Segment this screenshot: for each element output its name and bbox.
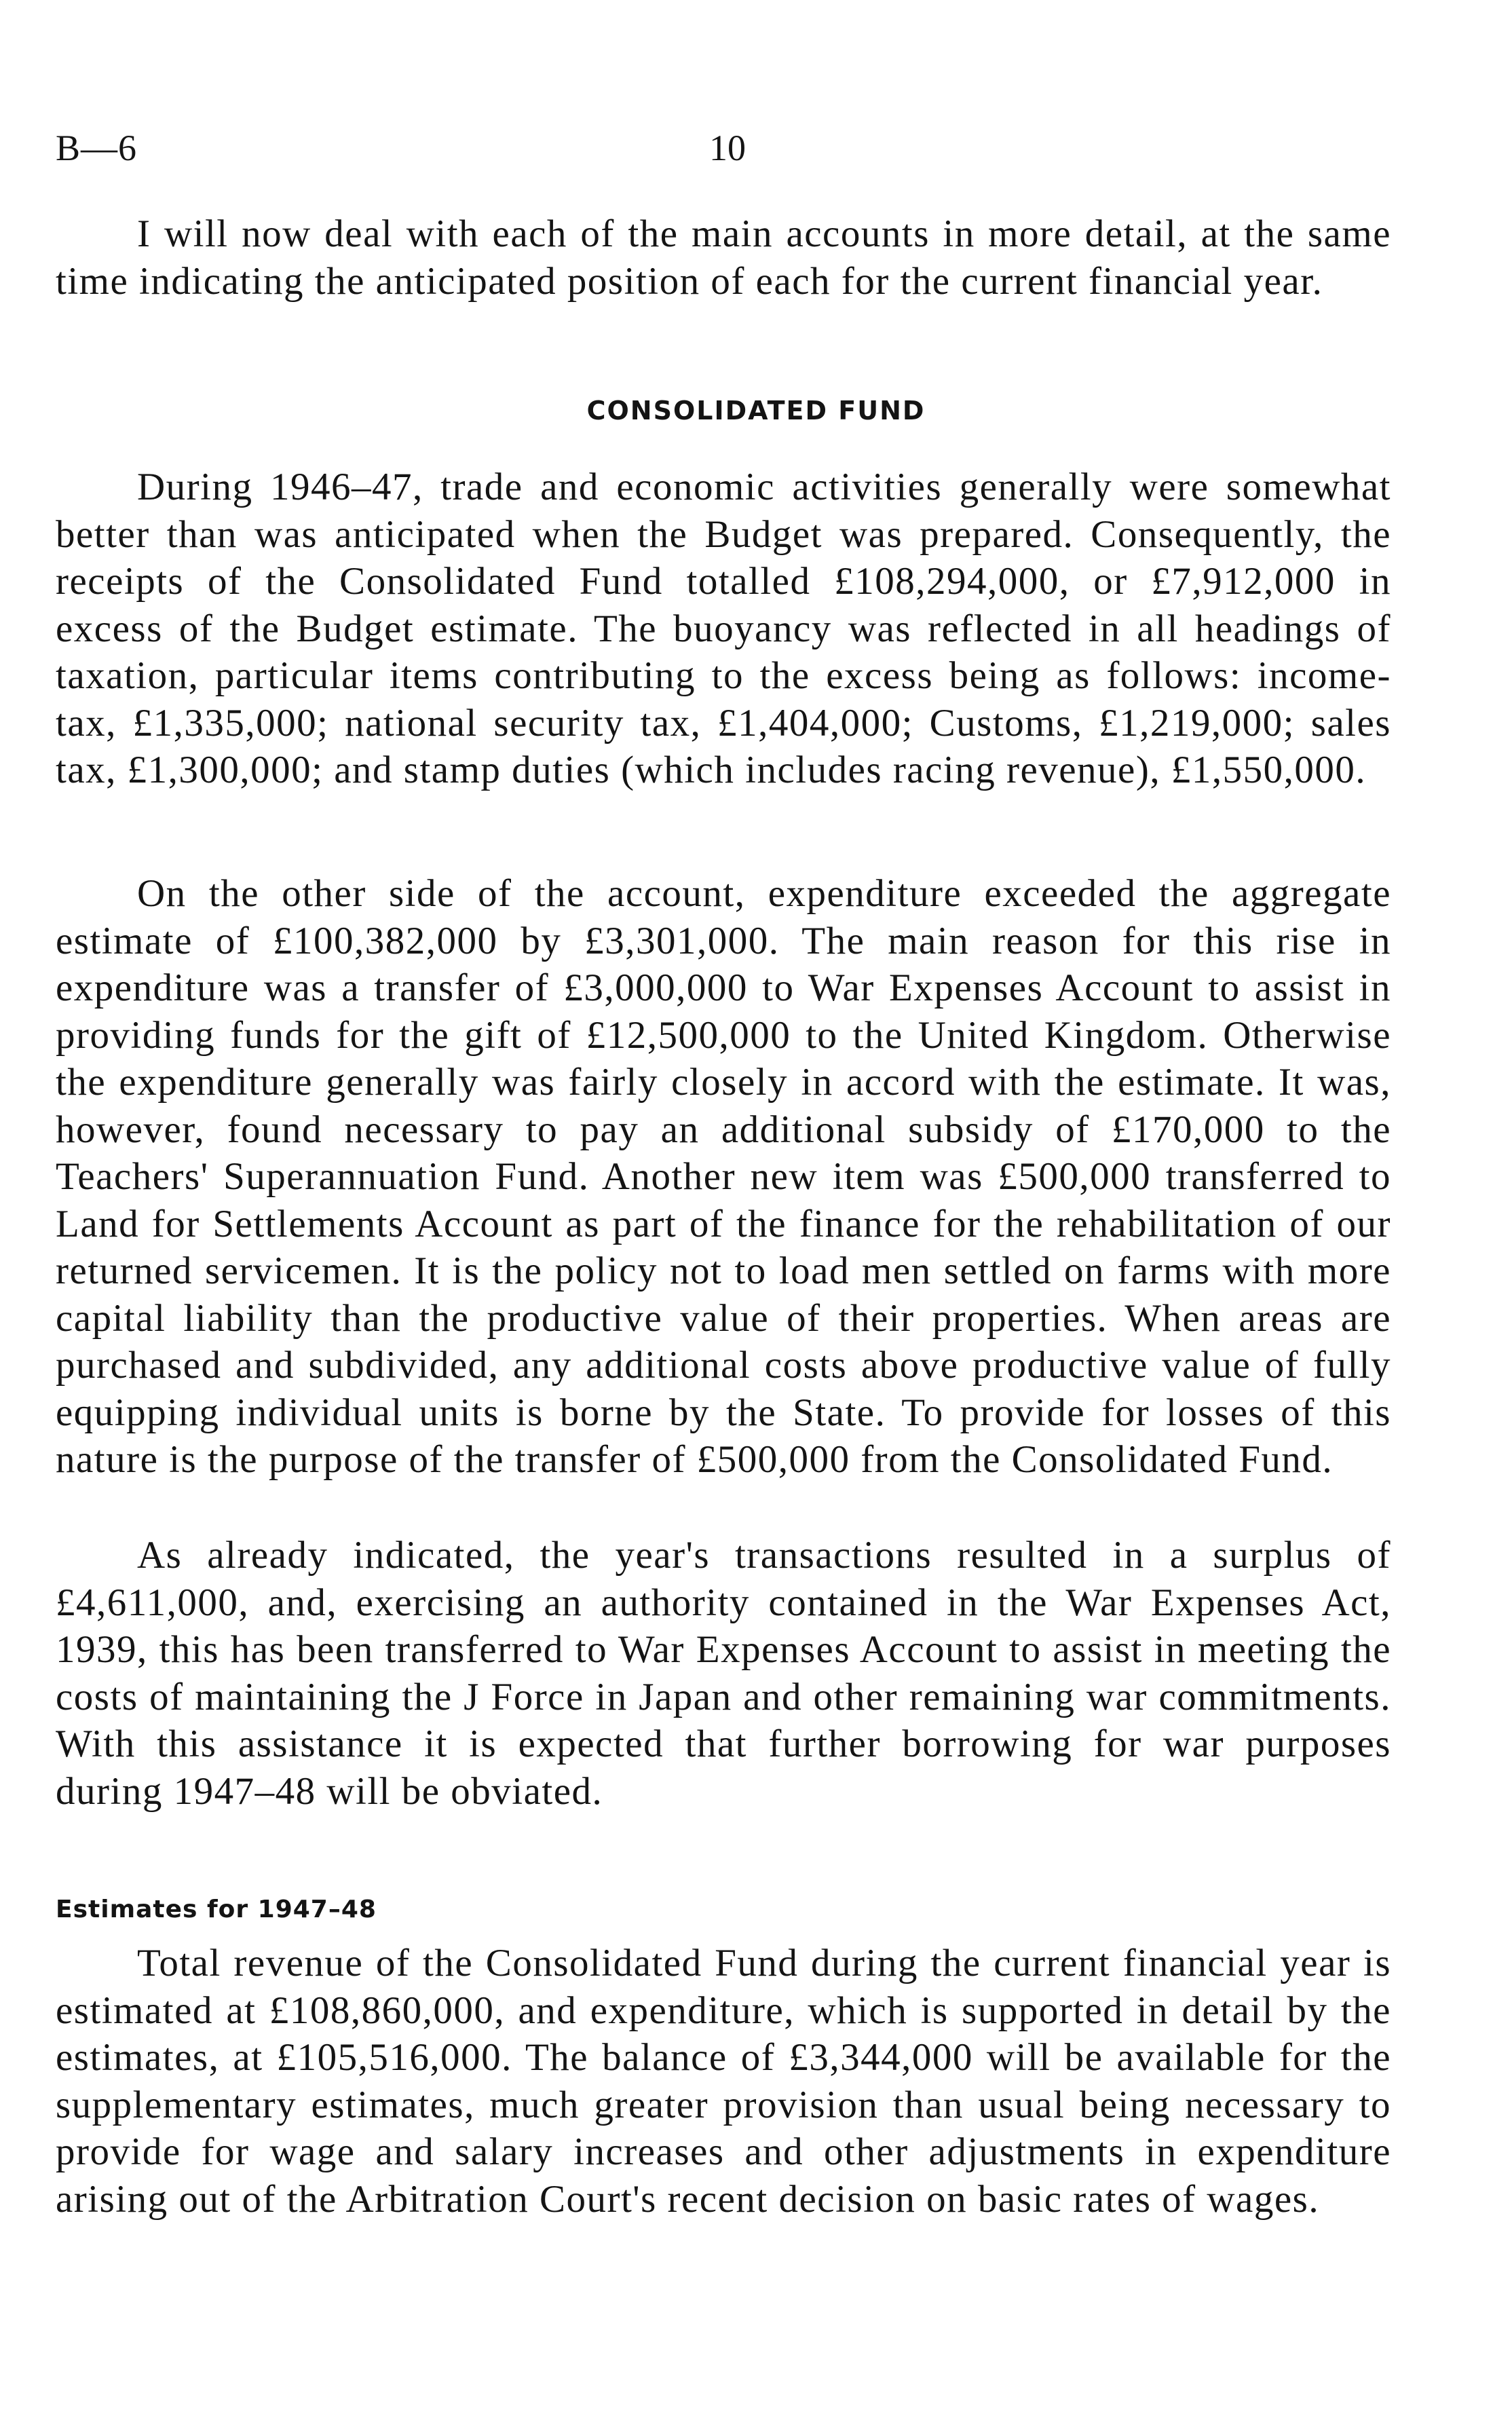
page-reference: B—6 <box>56 128 138 168</box>
consolidated-fund-paragraph: As already indicated, the year's transactions resulted in a surplus of £4,611,000, and, exercising an authority contained in the War Expenses Act, 1939, this has been transferred to War Expenses Account to assist in meeting the costs of maintaining the J Force in Japan and other remaining war commitments. With this assistance it is expected that further borrowing for war purposes during 1947–48 will be obviated. <box>56 1534 1391 1813</box>
estimates-heading: Estimates for 1947–48 <box>56 1896 377 1923</box>
consolidated-fund-paragraph: On the other side of the account, expenditure exceeded the aggregate estimate of £100,382,000 by £3,301,000. The main reason for this rise in expenditure was a transfer of £3,000,000 to War Expenses Account to assist in providing funds for the gift of £12,500,000 to the United Kingdom. Otherwise the expenditure generally was fairly closely in accord with the estimate. It was, however, found necessary to pay an additional subsidy of £170,000 to the Teachers' Superannuation Fund. Another new item was £500,000 transferred to Land for Settlements Account as part of the finance for the rehabilitation of our returned servicemen. It is the policy not to load men settled on farms with more capital liability than the productive value of their properties. When areas are purchased and subdivided, any additional costs above productive value of fully equipping individual units is borne by the State. To provide for losses of this nature is the purpose of the transfer of £500,000 from the Consolidated Fund. <box>56 872 1391 1481</box>
consolidated-fund-heading: CONSOLIDATED FUND <box>586 396 926 426</box>
page-number: 10 <box>709 128 746 168</box>
estimates-paragraph: Total revenue of the Consolidated Fund during the current financial year is estimated at £108,860,000, and expenditure, which is supported in detail by the estimates, at £105,516,000. The balance of £3,344,000 will be available for the supplementary estimates, much greater provision than usual being necessary to provide for wage and salary increases and other adjustments in expenditure arising out of the Arbitration Court's recent decision on basic rates of wages. <box>56 1942 1391 2221</box>
consolidated-fund-paragraph: During 1946–47, trade and economic activities generally were somewhat better than was anticipated when the Budget was prepared. Consequently, the receipts of the Consolidated Fund totalled £108,294,000, or £7,912,000 in excess of the Budget estimate. The buoyancy was reflected in all headings of taxation, particular items contributing to the excess being as follows: income-tax, £1,335,000; national security tax, £1,404,000; Customs, £1,219,000; sales tax, £1,300,000; and stamp duties (which includes racing revenue), £1,550,000. <box>56 466 1391 791</box>
intro-paragraph: I will now deal with each of the main accounts in more detail, at the same time indicating the anticipated position of each for the current financial year. <box>56 212 1391 303</box>
